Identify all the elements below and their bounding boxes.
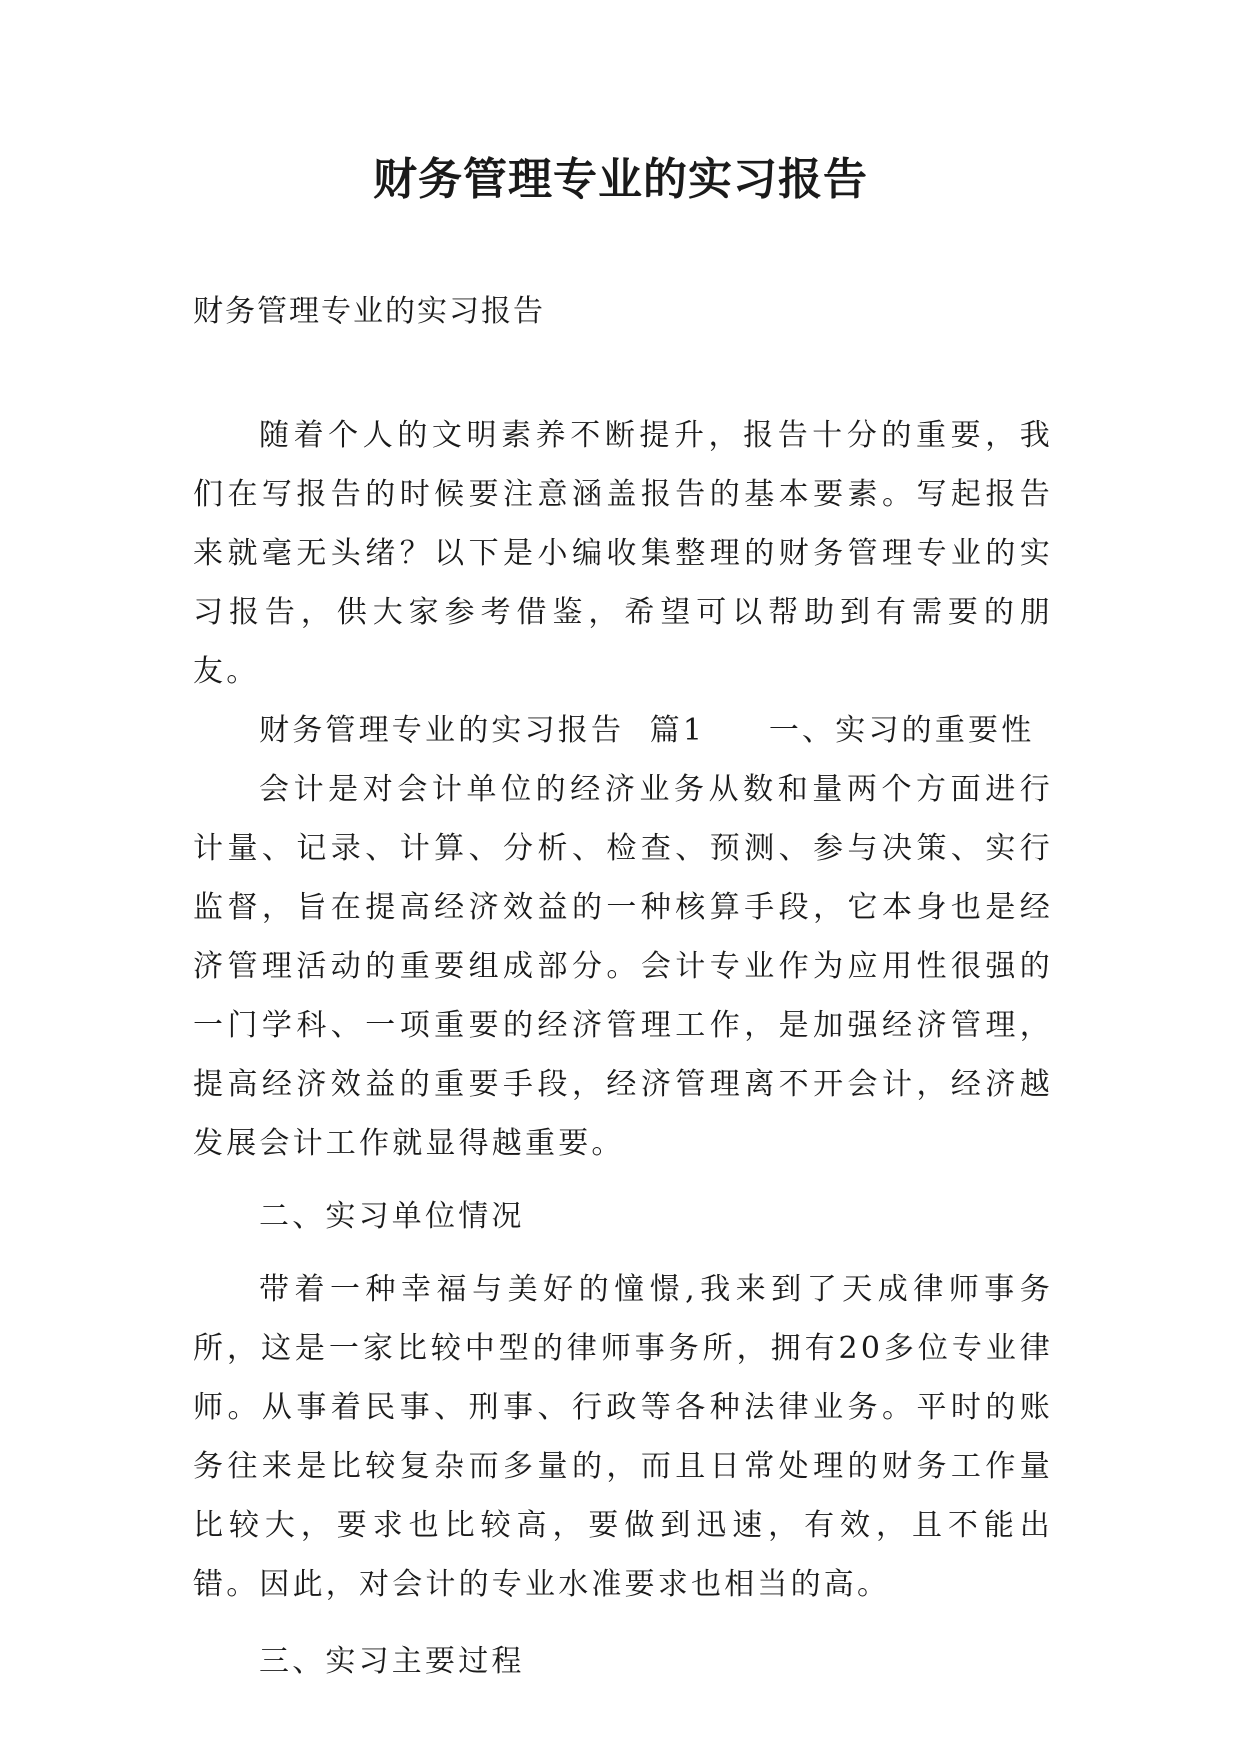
article-heading-line — [193, 701, 1053, 760]
document-subtitle: 财务管理专业的实习报告 — [193, 294, 545, 329]
section3-heading: 三、实习主要过程 — [259, 1644, 525, 1679]
document-body — [193, 406, 1053, 1691]
section1-paragraph: 会计是对会计单位的经济业务从数和量两个方面进行计量、记录、计算、分析、检查、预测、参与决策、实行监督，旨在提高经济效益的一种核算手段，它本身也是经济管理活动的重要组成部分。会计专业作为应用性很强的一门学科、一项重要的经济管理工作，是加强经济管理，提高经济效益的重要手段，经济管理离不开会计，经济越发展会计工作就显得越重要。 — [193, 772, 1053, 1161]
section2-paragraph: 带着一种幸福与美好的憧憬,我来到了天成律师事务所，这是一家比较中型的律师事务所，拥有20多位专业律师。从事着民事、刑事、行政等各种法律业务。平时的账务往来是比较复杂而多量的，而且日常处理的财务工作量比较大，要求也比较高，要做到迅速，有效，且不能出错。因此，对会计的专业水准要求也相当的高。 — [193, 1272, 1053, 1602]
intro-paragraph: 随着个人的文明素养不断提升，报告十分的重要，我们在写报告的时候要注意涵盖报告的基本要素。写起报告来就毫无头绪？以下是小编收集整理的财务管理专业的实习报告，供大家参考借鉴，希望可以帮助到有需要的朋友。 — [193, 418, 1053, 689]
article-heading: 财务管理专业的实习报告 篇1 — [259, 713, 706, 748]
document-title: 财务管理专业的实习报告 — [373, 154, 868, 205]
section2-heading: 二、实习单位情况 — [259, 1199, 525, 1234]
section1-heading: 一、实习的重要性 — [768, 713, 1035, 748]
